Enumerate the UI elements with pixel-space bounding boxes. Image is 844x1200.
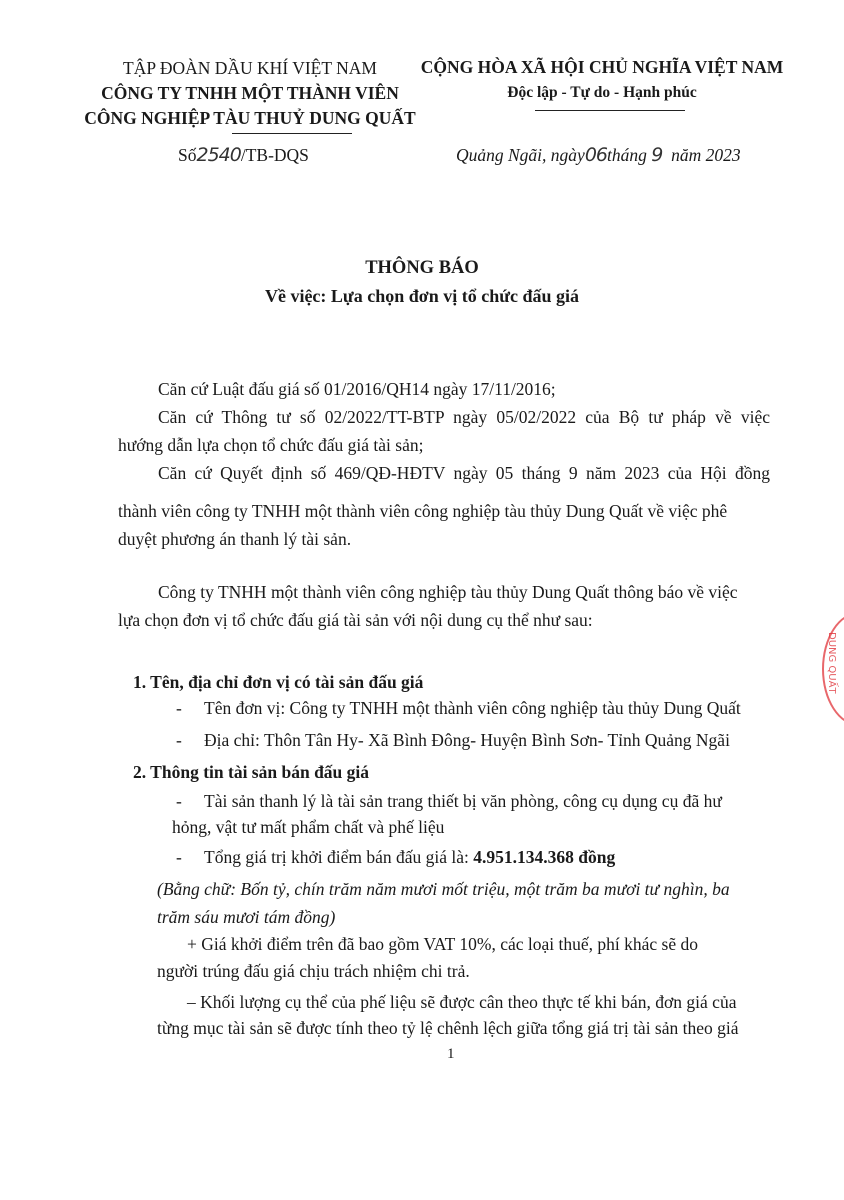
unit-name: Tên đơn vị: Công ty TNHH một thành viên công nghiệp tàu thủy Dung Quất [204,698,741,718]
basis-line: hướng dẫn lựa chọn tổ chức đấu giá tài sản; [118,435,424,455]
intro-line: Công ty TNHH một thành viên công nghiệp tàu thủy Dung Quất thông báo về việc [158,582,738,602]
handwritten-number: 2540 [196,144,241,166]
bullet: - [176,847,182,867]
company-name-line2: CÔNG NGHIỆP TÀU THUỶ DUNG QUẤT [84,108,416,128]
basis-line: thành viên công ty TNHH một thành viên công nghiệp tàu thủy Dung Quất về việc phê [118,501,728,521]
national-header [412,54,792,106]
vat-note: + Giá khởi điểm trên đã bao gồm VAT 10%, các loại thuế, phí khác sẽ do [187,934,698,954]
vat-note-cont: người trúng đấu giá chịu trách nhiệm chi trả. [157,961,470,981]
handwritten-month: 9 [651,144,663,166]
parent-organization: TẬP ĐOÀN DẦU KHÍ VIỆT NAM [123,58,377,78]
basis-line: Căn cứ Luật đấu giá số 01/2016/QH14 ngày 17/11/2016; [158,379,556,399]
document-number: Số2540/TB-DQS [178,144,309,166]
organization-header [60,56,440,131]
date-line: Quảng Ngãi, ngày06tháng 9 năm 2023 [456,144,741,166]
price-in-words: (Bằng chữ: Bốn tỷ, chín trăm năm mươi mốt triệu, một trăm ba mươi tư nghìn, ba [157,879,730,899]
document-title: THÔNG BÁO [365,258,479,278]
motto-underline [535,110,685,111]
basis-line: duyệt phương án thanh lý tài sản. [118,529,352,549]
asset-description-cont: hỏng, vật tư mất phẩm chất và phế liệu [172,817,445,837]
intro-line: lựa chọn đơn vị tổ chức đấu giá tài sản với nội dung cụ thể như sau: [118,610,593,630]
section-2-heading: 2. Thông tin tài sản bán đấu giá [133,762,370,782]
company-name-line1: CÔNG TY TNHH MỘT THÀNH VIÊN [101,83,399,103]
basis-line: Căn cứ Thông tư số 02/2022/TT-BTP ngày 05/02/2022 của Bộ tư pháp về việc [158,407,770,427]
asset-description: Tài sản thanh lý là tài sản trang thiết bị văn phòng, công cụ dụng cụ đã hư [204,791,722,811]
unit-address: Địa chỉ: Thôn Tân Hy- Xã Bình Đông- Huyện Bình Sơn- Tỉnh Quảng Ngãi [204,730,730,750]
section-1-heading: 1. Tên, địa chỉ đơn vị có tài sản đấu giá [133,672,424,692]
quantity-note-cont: từng mục tài sản sẽ được tính theo tỷ lệ chênh lệch giữa tổng giá trị tài sản theo giá [157,1018,739,1038]
handwritten-day: 06 [584,144,608,166]
starting-price-value: 4.951.134.368 đồng [473,847,616,867]
document-subtitle: Về việc: Lựa chọn đơn vị tổ chức đấu giá [264,286,580,306]
bullet: - [176,730,182,750]
page-number: 1 [447,1046,455,1062]
price-in-words-cont: trăm sáu mươi tám đồng) [157,907,336,927]
stamp-text: DUNG QUẤT [826,632,837,694]
bullet: - [176,698,182,718]
quantity-note: – Khối lượng cụ thể của phế liệu sẽ được cân theo thực tế khi bán, đơn giá của [187,992,737,1012]
header-divider [232,133,352,134]
starting-price [204,843,615,871]
nation-name: CỘNG HÒA XÃ HỘI CHỦ NGHĨA VIỆT NAM [420,57,784,77]
starting-price-label: Tổng giá trị khởi điểm bán đấu giá là: [204,847,474,867]
bullet: - [176,791,182,811]
basis-line: Căn cứ Quyết định số 469/QĐ-HĐTV ngày 05 tháng 9 năm 2023 của Hội đồng [158,463,770,483]
national-motto: Độc lập - Tự do - Hạnh phúc [507,84,697,101]
